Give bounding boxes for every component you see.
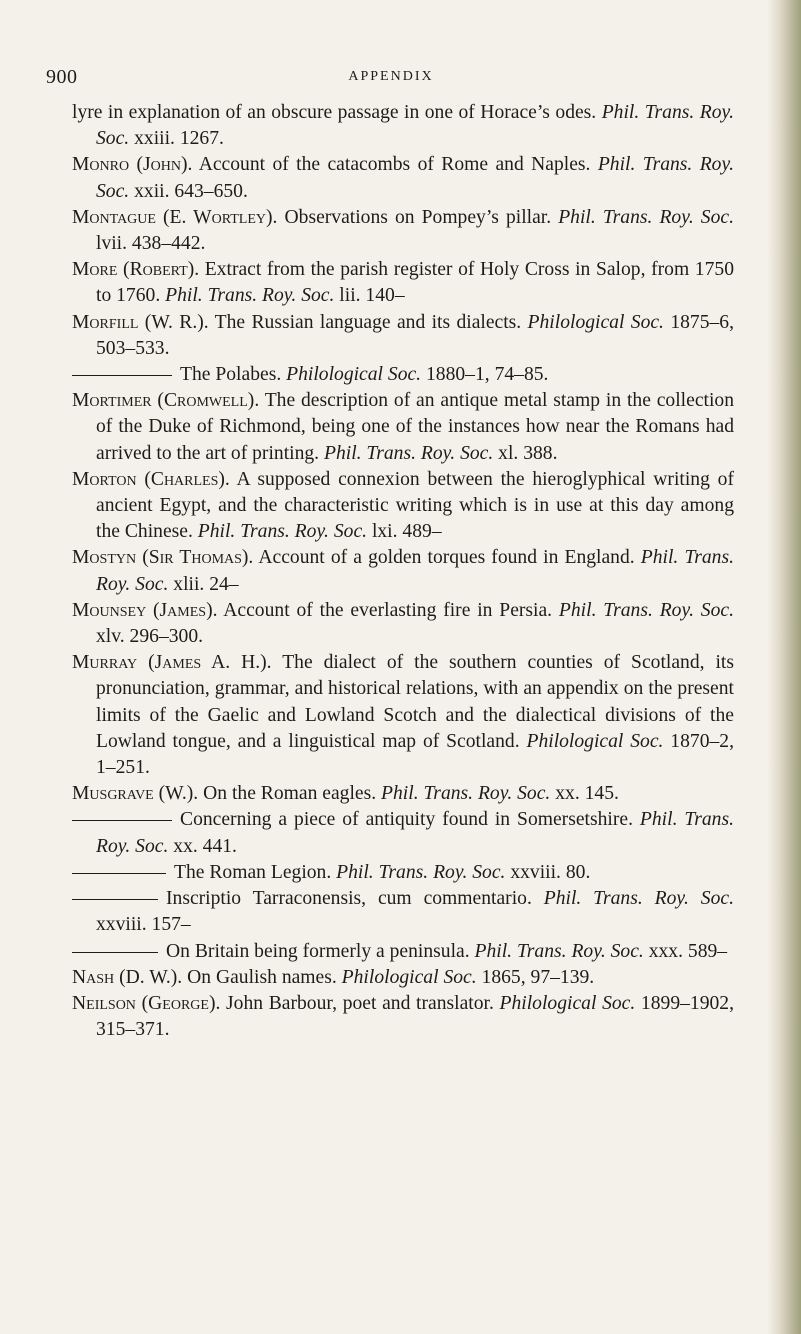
entry-author: Musgrave: [72, 783, 154, 805]
bibliography-entry: [72, 362, 734, 388]
entry-author-name: (D. W.).: [114, 966, 183, 988]
entry-source: Phil. Trans. Roy. Soc.: [96, 547, 734, 595]
bibliography-entry: [72, 152, 734, 204]
entry-source: Philological Soc.: [527, 311, 664, 333]
ditto-rule: [72, 820, 172, 821]
entry-author: Morfill: [72, 311, 139, 333]
entry-author: Morton: [72, 468, 137, 490]
entry-title: Extract from the parish register of Holy Cross in Salop, from 1750 to 1760.: [96, 259, 734, 307]
entry-source: Phil. Trans. Roy. Soc.: [543, 888, 734, 910]
entry-reference: 1870–2, 1–251.: [96, 730, 734, 779]
entry-source: Philological Soc.: [341, 966, 477, 988]
entry-author: Mortimer: [72, 390, 152, 412]
entry-title: The description of an antique metal stamp in the collection of the Duke of Richmond, being one of the instances how near the Romans had arrived to the art of printing.: [96, 390, 734, 464]
page-header: [46, 66, 736, 90]
ditto-rule: [72, 899, 158, 900]
entry-author-name: (W. R.).: [138, 311, 209, 333]
entry-reference: xl. 388.: [493, 442, 558, 464]
entry-author: Neilson: [72, 992, 136, 1014]
entry-title: Observations on Pompey’s pillar.: [277, 206, 559, 228]
entry-author: More: [72, 259, 118, 281]
entry-reference: xxviii. 157–: [96, 914, 191, 936]
bibliography-entry: [72, 886, 734, 938]
entry-source: Philological Soc.: [499, 992, 636, 1014]
entry-title: The dialect of the southern counties of Scotland, its pronunciation, grammar, and historical relations, with an appendix on the present limits of the Gaelic and Lowland Scotch and the dialectical divisions of the Lowland tongue, and a linguistical map of Scotland.: [96, 652, 735, 752]
bibliography-entry: [72, 310, 734, 362]
entry-reference: xlii. 24–: [168, 573, 239, 595]
entry-title: On Gaulish names.: [182, 966, 342, 988]
entry-source: Phil. Trans. Roy. Soc.: [381, 783, 551, 805]
bibliography-entry: [72, 205, 734, 257]
entry-reference: lvii. 438–442.: [96, 233, 206, 255]
bibliography-entry: [72, 100, 734, 152]
entry-reference: xxiii. 1267.: [129, 128, 224, 150]
entry-source: Phil. Trans. Roy. Soc.: [474, 940, 644, 962]
entry-reference: xxx. 589–: [643, 940, 728, 962]
entry-author: Nash: [72, 966, 115, 988]
bibliography-entry: [72, 650, 734, 781]
entry-reference: 1865, 97–139.: [476, 966, 595, 988]
bibliography-entry: [72, 965, 734, 991]
entry-author-name: (Charles).: [136, 468, 230, 490]
entry-text: lyre in explanation of an obscure passage in one of Horace’s odes.: [72, 102, 602, 123]
entry-reference: 1899–1902, 315–371.: [96, 992, 734, 1041]
bibliography-entry: [72, 598, 734, 650]
entry-reference: xxviii. 80.: [505, 861, 591, 883]
entry-author-name: (James A. H.).: [137, 652, 272, 674]
entry-source: Phil. Trans. Roy. Soc.: [558, 206, 734, 228]
bibliography-entry: [72, 860, 734, 886]
entry-author: Mostyn: [72, 547, 137, 569]
entry-source: Phil. Trans. Roy. Soc.: [96, 154, 734, 202]
entry-source: Phil. Trans. Roy. Soc.: [197, 521, 368, 543]
entry-author: Murray: [72, 652, 138, 674]
bibliography-entry: [72, 257, 734, 309]
entry-title: On the Roman eagles.: [198, 783, 382, 805]
entry-source: Phil. Trans. Roy. Soc.: [96, 102, 735, 150]
bibliography-entry: [72, 467, 734, 546]
entry-author-name: (George).: [135, 992, 221, 1014]
entry-source: Philological Soc.: [286, 364, 422, 386]
bibliography-entry: [72, 781, 734, 807]
entry-author: Monro: [72, 154, 130, 176]
entry-source: Phil. Trans. Roy. Soc.: [96, 809, 734, 857]
bibliography-entry: [72, 991, 734, 1043]
entry-reference: xlv. 296–300.: [96, 626, 204, 648]
entry-title: Account of a golden torques found in England.: [253, 547, 641, 569]
entry-reference: xxii. 643–650.: [129, 180, 248, 202]
entry-reference: 1880–1, 74–85.: [421, 364, 549, 386]
bibliography-entry: [72, 807, 734, 859]
entry-title: A supposed connexion between the hieroglyphical writing of ancient Egypt, and the characteristic writing which is in use at this day among the Chinese.: [96, 468, 734, 543]
entry-author-name: (James).: [146, 599, 218, 621]
bibliography-entry: [72, 939, 734, 965]
entry-reference: xx. 145.: [550, 783, 619, 805]
entry-author: Montague: [72, 206, 156, 228]
entry-title: On Britain being formerly a peninsula.: [166, 940, 475, 962]
entry-reference: lxi. 489–: [367, 521, 442, 543]
entry-source: Phil. Trans. Roy. Soc.: [323, 442, 494, 464]
entry-title: Account of the everlasting fire in Persia.: [217, 599, 559, 621]
entry-title: Inscriptio Tarraconensis, cum commentario.: [166, 888, 544, 910]
entry-title: The Polabes.: [180, 364, 287, 386]
running-head: APPENDIX: [348, 69, 434, 84]
entry-reference: xx. 441.: [168, 835, 237, 857]
entry-reference: 1875–6, 503–533.: [96, 311, 734, 359]
entry-author-name: (Robert).: [117, 259, 200, 281]
entry-source: Phil. Trans. Roy. Soc.: [165, 285, 335, 307]
entry-title: John Barbour, poet and translator.: [220, 992, 500, 1014]
entry-author-name: (E. Wortley).: [155, 206, 278, 228]
entry-title: The Roman Legion.: [174, 861, 337, 883]
entry-source: Phil. Trans. Roy. Soc.: [336, 861, 506, 883]
entry-author-name: (John).: [129, 154, 193, 176]
entry-author-name: (Sir Thomas).: [136, 547, 254, 569]
ditto-rule: [72, 952, 158, 953]
ditto-rule: [72, 873, 166, 874]
page-number: 900: [46, 66, 78, 88]
entry-author-name: (Cromwell).: [151, 390, 260, 412]
bibliography-list: [72, 100, 734, 1043]
bibliography-entry: [72, 388, 734, 467]
entry-reference: lii. 140–: [334, 285, 405, 307]
bibliography-entry: [72, 545, 734, 597]
entry-title: The Russian language and its dialects.: [208, 311, 528, 333]
entry-source: Philological Soc.: [526, 730, 664, 752]
entry-author-name: (W.).: [153, 783, 199, 805]
entry-author: Mounsey: [72, 599, 147, 621]
entry-title: Concerning a piece of antiquity found in Somersetshire.: [180, 809, 640, 831]
ditto-rule: [72, 375, 172, 376]
entry-title: Account of the catacombs of Rome and Naples.: [192, 154, 598, 176]
entry-source: Phil. Trans. Roy. Soc.: [558, 599, 734, 621]
page-edge: [767, 0, 801, 1334]
